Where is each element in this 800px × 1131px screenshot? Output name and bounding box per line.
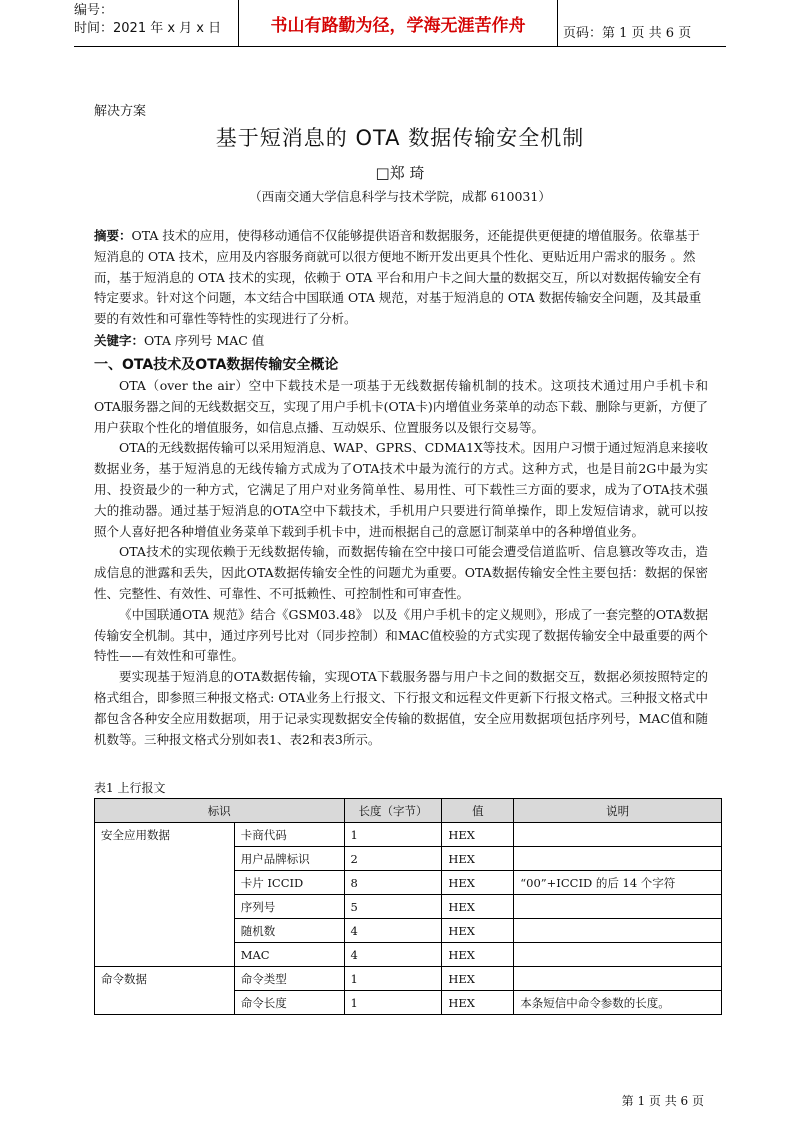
desc-cell bbox=[514, 967, 722, 991]
keywords-label: 关键字： bbox=[94, 333, 145, 348]
value-cell: HEX bbox=[442, 919, 514, 943]
desc-cell bbox=[514, 823, 722, 847]
field-cell: 命令长度 bbox=[234, 991, 344, 1015]
abstract bbox=[94, 226, 708, 330]
paragraph: 《中国联通OTA 规范》结合《GSM03.48》 以及《用户手机卡的定义规则》，形成了一套完整的OTA数据传输安全机制。其中，通过序列号比对（同步控制）和MAC值校验的方式实现了数据传输安全中最重要的两个特性——有效性和可靠性。 bbox=[94, 606, 708, 664]
doc-affiliation: （西南交通大学信息科学与技术学院，成都 610031） bbox=[249, 189, 551, 204]
length-cell: 4 bbox=[344, 919, 442, 943]
doc-author: □郑 琦 bbox=[375, 164, 425, 182]
field-cell: 随机数 bbox=[234, 919, 344, 943]
header-meta bbox=[74, 2, 221, 38]
desc-cell bbox=[514, 847, 722, 871]
length-cell: 1 bbox=[344, 967, 442, 991]
table-header-row bbox=[95, 799, 722, 823]
paragraph: OTA的无线数据传输可以采用短消息、WAP、GPRS、CDMA1X等技术。因用户习惯于通过短消息来接收数据业务，基于短消息的无线传输方式成为了OTA技术中最为流行的方式。这种方式，也是目前2G中最为实用、投资最少的一种方式，它满足了用户对业务简单性、易用性、可下载性三方面的要求，成为了OTA技术强大的推动器。通过基于短消息的OTA空中下载技术，手机用户只要进行简单操作，即上发短信请求，就可以按照个人喜好把各种增值业务菜单下载到手机卡中，进而根据自己的意愿订制菜单中的各种增值业务。 bbox=[94, 440, 708, 539]
serial-label: 编号： bbox=[74, 3, 114, 18]
col-header: 标识 bbox=[95, 799, 345, 823]
field-cell: 卡商代码 bbox=[234, 823, 344, 847]
value-cell: HEX bbox=[442, 943, 514, 967]
length-cell: 5 bbox=[344, 895, 442, 919]
field-cell: 用户品牌标识 bbox=[234, 847, 344, 871]
field-cell: MAC bbox=[234, 943, 344, 967]
paragraph: OTA（over the air）空中下载技术是一项基于无线数据传输机制的技术。这项技术通过用户手机卡和OTA服务器之间的无线数据交互，实现了用户手机卡(OTA卡)内增值业务菜单的动态下载、删除与更新，方便了用户获取个性化的增值服务，如信息点播、互动娱乐、位置服务以及银行交易等。 bbox=[94, 378, 708, 435]
keywords-text: OTA 序列号 MAC 值 bbox=[144, 333, 265, 348]
value-cell: HEX bbox=[442, 895, 514, 919]
header-page-info: 页码：第 1 页 共 6 页 bbox=[563, 26, 692, 41]
desc-cell: “00”+ICCID 的后 14 个字符 bbox=[514, 871, 722, 895]
col-header: 值 bbox=[442, 799, 514, 823]
value-cell: HEX bbox=[442, 847, 514, 871]
table-caption: 表1 上行报文 bbox=[94, 781, 166, 795]
header-motto: 书山有路勤为径，学海无涯苦作舟 bbox=[238, 0, 558, 46]
length-cell: 8 bbox=[344, 871, 442, 895]
desc-cell bbox=[514, 919, 722, 943]
page-footer: 第 1 页 共 6 页 bbox=[621, 1094, 704, 1108]
field-cell: 序列号 bbox=[234, 895, 344, 919]
group-cell: 安全应用数据 bbox=[95, 823, 235, 967]
section-body bbox=[94, 376, 708, 750]
length-cell: 4 bbox=[344, 943, 442, 967]
keywords bbox=[94, 331, 708, 352]
table-row bbox=[95, 823, 722, 847]
col-header: 长度（字节） bbox=[344, 799, 442, 823]
length-cell: 2 bbox=[344, 847, 442, 871]
paragraph: 要实现基于短消息的OTA数据传输，实现OTA下载服务器与用户卡之间的数据交互，数据必须按照特定的格式组合，即参照三种报文格式: OTA业务上行报文、下行报文和远程文件更新下行报文格式。三种报文格式中都包含各种安全应用数据项，用于记录实现数据安全传输的数据值，安全应用数据项包括序列号，MAC值和随机数等。三种报文格式分别如表1、表2和表3所示。 bbox=[94, 669, 708, 747]
field-cell: 命令类型 bbox=[234, 967, 344, 991]
doc-category: 解决方案 bbox=[94, 104, 147, 119]
value-cell: HEX bbox=[442, 991, 514, 1015]
field-cell: 卡片 ICCID bbox=[234, 871, 344, 895]
length-cell: 1 bbox=[344, 991, 442, 1015]
abstract-label: 摘要： bbox=[94, 228, 132, 243]
doc-title: 基于短消息的 OTA 数据传输安全机制 bbox=[215, 126, 585, 150]
desc-cell bbox=[514, 895, 722, 919]
group-cell: 命令数据 bbox=[95, 967, 235, 1015]
uplink-table bbox=[94, 798, 722, 1015]
time-label: 时间：2021 年 x 月 x 日 bbox=[74, 21, 222, 36]
paragraph: OTA技术的实现依赖于无线数据传输，而数据传输在空中接口可能会遭受信道监听、信息篡改等攻击，造成信息的泄露和丢失，因此OTA数据传输安全性的问题尤为重要。OTA数据传输安全性主要包括：数据的保密性、完整性、有效性、可靠性、不可抵赖性、可控制性和可审查性。 bbox=[94, 544, 708, 601]
section-heading: 一、OTA技术及OTA数据传输安全概论 bbox=[94, 357, 339, 373]
length-cell: 1 bbox=[344, 823, 442, 847]
col-header: 说明 bbox=[514, 799, 722, 823]
desc-cell: 本条短信中命令参数的长度。 bbox=[514, 991, 722, 1015]
header-divider bbox=[74, 46, 726, 47]
value-cell: HEX bbox=[442, 823, 514, 847]
value-cell: HEX bbox=[442, 967, 514, 991]
desc-cell bbox=[514, 943, 722, 967]
table-row bbox=[95, 967, 722, 991]
abstract-text: OTA 技术的应用，使得移动通信不仅能够提供语音和数据服务，还能提供更便捷的增值服务。依靠基于短消息的 OTA 技术，应用及内容服务商就可以很方便地不断开发出更具个性化、更贴近用户需求的服务 。然而，基于短消息的 OTA 技术的实现，依赖于 OTA 平台和用户卡之间大量的数据交互，所以对数据传输安全有特定要求。针对这个问题，本文结合中国联通 OTA 规范，对基于短消息的 OTA 数据传输安全问题，及其最重要的有效性和可靠性等特性的实现进行了分析。 bbox=[94, 228, 702, 327]
page-header bbox=[0, 0, 800, 46]
value-cell: HEX bbox=[442, 871, 514, 895]
